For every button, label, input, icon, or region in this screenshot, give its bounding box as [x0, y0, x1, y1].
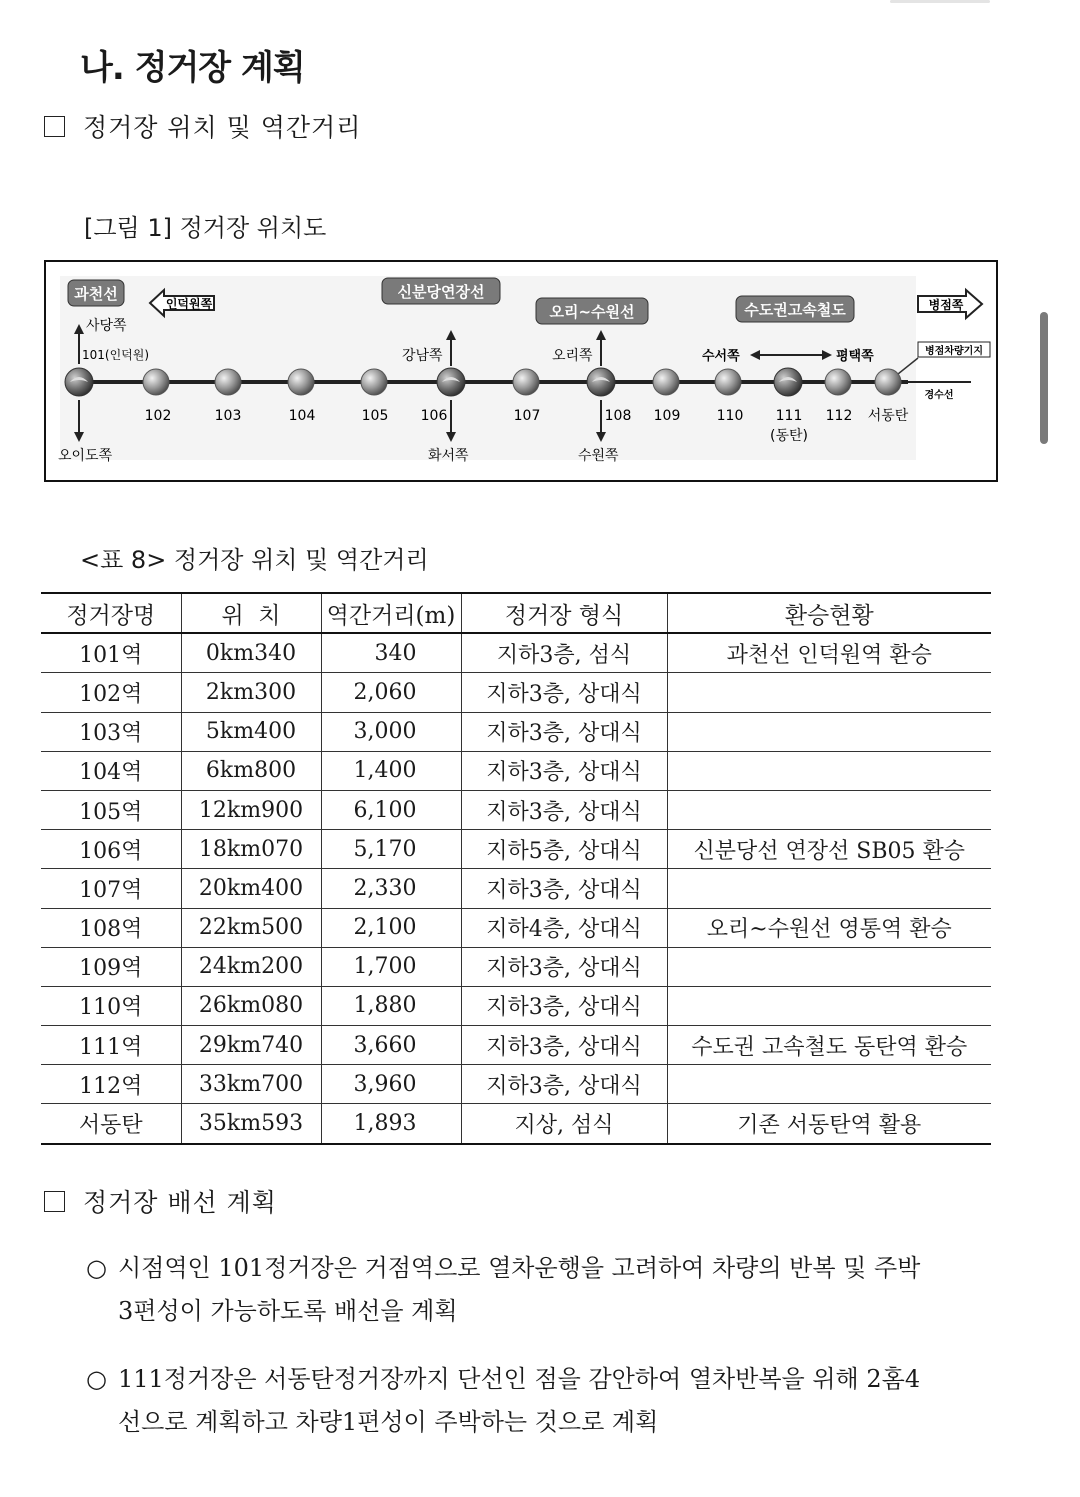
table-row	[41, 673, 991, 712]
cell-location: 12km900	[181, 790, 321, 829]
heading-text: 정거장 위치 및 역간거리	[83, 113, 362, 142]
line-badge-ori-suwon	[536, 298, 648, 324]
cell-location: 2km300	[181, 673, 321, 712]
station-109	[653, 369, 679, 395]
cell-location: 29km740	[181, 1026, 321, 1065]
table-row	[41, 908, 991, 947]
label-pyeongtaek: 평택쪽	[836, 349, 874, 364]
station-label-106: 106	[420, 408, 448, 424]
table-row	[41, 790, 991, 829]
cell-location: 33km700	[181, 1065, 321, 1104]
cell-type: 지하3층, 상대식	[461, 790, 667, 829]
line-badge-highspeed	[736, 296, 854, 322]
station-107	[513, 369, 539, 395]
paragraph-2-line-2: 선으로 계획하고 차량1편성이 주박하는 것으로 계획	[118, 1408, 659, 1436]
table-row	[41, 830, 991, 869]
label-sadang: 사당쪽	[86, 318, 127, 334]
cell-location: 5km400	[181, 712, 321, 751]
station-location-figure	[44, 260, 998, 482]
gangnam-arrowhead	[446, 330, 456, 340]
paragraph-1-line-2: 3편성이 가능하도록 배선을 계획	[118, 1297, 458, 1325]
cell-location: 22km500	[181, 908, 321, 947]
cell-distance: 3,660	[321, 1026, 461, 1065]
station-label-109: 109	[653, 408, 681, 424]
cell-type: 지하4층, 상대식	[461, 908, 667, 947]
station-label-102: 102	[144, 408, 172, 424]
station-111	[774, 368, 802, 396]
checkbox-square-icon	[44, 1191, 65, 1212]
station-label-111: 111	[775, 408, 803, 424]
header-location: 위 치	[181, 593, 321, 633]
cell-type: 지하3층, 상대식	[461, 1026, 667, 1065]
depot-box	[918, 342, 990, 357]
cell-type: 지하3층, 상대식	[461, 712, 667, 751]
cell-distance: 3,960	[321, 1065, 461, 1104]
label-gangnam: 강남쪽	[402, 348, 443, 364]
cell-location: 18km070	[181, 830, 321, 869]
station-label-104: 104	[288, 408, 316, 424]
label-oido: 오이도쪽	[58, 448, 113, 464]
label-suwon: 수원쪽	[578, 448, 619, 464]
label-gyeongsu: 경수선	[924, 390, 954, 401]
cell-name: 107역	[41, 869, 181, 908]
cell-name: 108역	[41, 908, 181, 947]
station-label-seodongtan: 서동탄	[867, 408, 909, 424]
header-station-name: 정거장명	[41, 593, 181, 633]
cell-transfer	[667, 673, 991, 712]
cell-distance: 1,700	[321, 947, 461, 986]
sadang-arrowhead	[74, 324, 84, 334]
table-row	[41, 751, 991, 790]
figure-caption: [그림 1] 정거장 위치도	[84, 214, 327, 242]
station-101	[65, 368, 93, 396]
station-105	[361, 369, 387, 395]
cell-distance: 1,400	[321, 751, 461, 790]
station-label-110: 110	[716, 408, 744, 424]
cell-name: 109역	[41, 947, 181, 986]
station-112	[825, 369, 851, 395]
label-hwaseo: 화서쪽	[428, 448, 469, 464]
cell-transfer	[667, 712, 991, 751]
station-seodongtan	[875, 369, 901, 395]
cell-name: 서동탄	[41, 1104, 181, 1144]
badge-highspeed: 수도권고속철도	[744, 301, 846, 319]
cell-location: 0km340	[181, 633, 321, 673]
cell-location: 24km200	[181, 947, 321, 986]
badge-ori-suwon: 오리~수원선	[549, 303, 635, 321]
byeongjeom-arrow	[918, 290, 982, 318]
cell-name: 104역	[41, 751, 181, 790]
heading-station-location	[44, 108, 361, 144]
cell-name: 111역	[41, 1026, 181, 1065]
station-label-111-sub: (동탄)	[770, 428, 808, 444]
indeogwon-arrow	[150, 290, 214, 316]
cell-transfer	[667, 986, 991, 1025]
badge-gwacheon: 과천선	[74, 285, 118, 303]
cell-name: 110역	[41, 986, 181, 1025]
cell-type: 지하5층, 상대식	[461, 830, 667, 869]
cell-type: 지상, 섬식	[461, 1104, 667, 1144]
paragraph-2-line-1: 111정거장은 서동탄정거장까지 단선인 점을 감안하여 열차반복을 위해 2홈4	[118, 1365, 921, 1393]
table-row	[41, 947, 991, 986]
cell-distance: 2,330	[321, 869, 461, 908]
ori-arrowhead	[596, 330, 606, 340]
station-label-108: 108	[604, 408, 632, 424]
table-row	[41, 1026, 991, 1065]
line-badge-gwacheon	[68, 280, 124, 306]
station-104	[288, 369, 314, 395]
header-type: 정거장 형식	[461, 593, 667, 633]
cell-distance: 3,000	[321, 712, 461, 751]
cell-location: 35km593	[181, 1104, 321, 1144]
station-label-107: 107	[513, 408, 541, 424]
table-header-row	[41, 593, 991, 633]
cell-location: 20km400	[181, 869, 321, 908]
cell-transfer: 오리~수원선 영통역 환승	[667, 908, 991, 947]
cell-location: 26km080	[181, 986, 321, 1025]
hwaseo-arrowhead	[446, 432, 456, 442]
cell-type: 지하3층, 상대식	[461, 869, 667, 908]
label-indeogwon: 인덕원쪽	[165, 297, 213, 311]
station-102	[143, 369, 169, 395]
cell-type: 지하3층, 상대식	[461, 751, 667, 790]
label-byeongjeom: 병점쪽	[928, 298, 964, 312]
cell-distance: 5,170	[321, 830, 461, 869]
label-ori: 오리쪽	[552, 348, 593, 364]
cell-transfer	[667, 1065, 991, 1104]
cell-distance: 2,100	[321, 908, 461, 947]
cell-distance: 1,893	[321, 1104, 461, 1144]
oido-arrowhead	[74, 432, 84, 442]
station-label-103: 103	[214, 408, 242, 424]
cell-name: 103역	[41, 712, 181, 751]
suwon-arrowhead	[596, 432, 606, 442]
table-row	[41, 712, 991, 751]
paragraph-1	[86, 1247, 996, 1333]
cell-name: 101역	[41, 633, 181, 673]
table-row	[41, 1104, 991, 1144]
station-map-diagram	[46, 262, 996, 480]
header-transfer: 환승현황	[667, 593, 991, 633]
table-row	[41, 1065, 991, 1104]
cell-distance: 1,880	[321, 986, 461, 1025]
station-label-105: 105	[361, 408, 389, 424]
cell-type: 지하3층, 상대식	[461, 1065, 667, 1104]
cell-transfer: 과천선 인덕원역 환승	[667, 633, 991, 673]
bullet-circle-icon: ○	[86, 1365, 107, 1393]
cell-name: 106역	[41, 830, 181, 869]
scrollbar-thumb[interactable]	[1040, 312, 1048, 444]
cell-transfer	[667, 751, 991, 790]
cell-type: 지하3층, 섬식	[461, 633, 667, 673]
cell-distance: 6,100	[321, 790, 461, 829]
heading-text: 정거장 배선 계획	[83, 1188, 277, 1217]
table-row	[41, 986, 991, 1025]
paragraph-1-line-1: 시점역인 101정거장은 거점역으로 열차운행을 고려하여 차량의 반복 및 주박	[118, 1254, 921, 1282]
cell-distance: 2,060	[321, 673, 461, 712]
header-distance: 역간거리(m)	[321, 593, 461, 633]
station-103	[215, 369, 241, 395]
cell-name: 112역	[41, 1065, 181, 1104]
table-row	[41, 633, 991, 673]
cell-type: 지하3층, 상대식	[461, 947, 667, 986]
cell-name: 105역	[41, 790, 181, 829]
label-depot: 병점차량기지	[925, 346, 983, 357]
table-row	[41, 869, 991, 908]
cell-location: 6km800	[181, 751, 321, 790]
top-indicator	[890, 0, 990, 3]
cell-transfer: 수도권 고속철도 동탄역 환승	[667, 1026, 991, 1065]
table-caption: <표 8> 정거장 위치 및 역간거리	[80, 546, 429, 574]
cell-type: 지하3층, 상대식	[461, 986, 667, 1025]
badge-sinbundang: 신분당연장선	[397, 283, 485, 301]
station-108	[587, 368, 615, 396]
station-table	[41, 592, 991, 1145]
section-title: 나. 정거장 계획	[80, 48, 305, 88]
station-106	[437, 368, 465, 396]
label-suseo: 수서쪽	[702, 349, 740, 364]
table-body	[41, 633, 991, 1143]
cell-name: 102역	[41, 673, 181, 712]
cell-transfer: 신분당선 연장선 SB05 환승	[667, 830, 991, 869]
bullet-circle-icon: ○	[86, 1254, 107, 1282]
cell-type: 지하3층, 상대식	[461, 673, 667, 712]
station-label-112: 112	[825, 408, 853, 424]
station-label-101: 101(인덕원)	[82, 348, 150, 362]
heading-track-layout	[44, 1183, 277, 1219]
cell-transfer: 기존 서동탄역 활용	[667, 1104, 991, 1144]
cell-transfer	[667, 947, 991, 986]
paragraph-2	[86, 1358, 996, 1444]
cell-transfer	[667, 869, 991, 908]
cell-distance: 340	[321, 633, 461, 673]
checkbox-square-icon	[44, 116, 65, 137]
line-badge-sinbundang	[382, 278, 500, 304]
station-110	[715, 369, 741, 395]
cell-transfer	[667, 790, 991, 829]
